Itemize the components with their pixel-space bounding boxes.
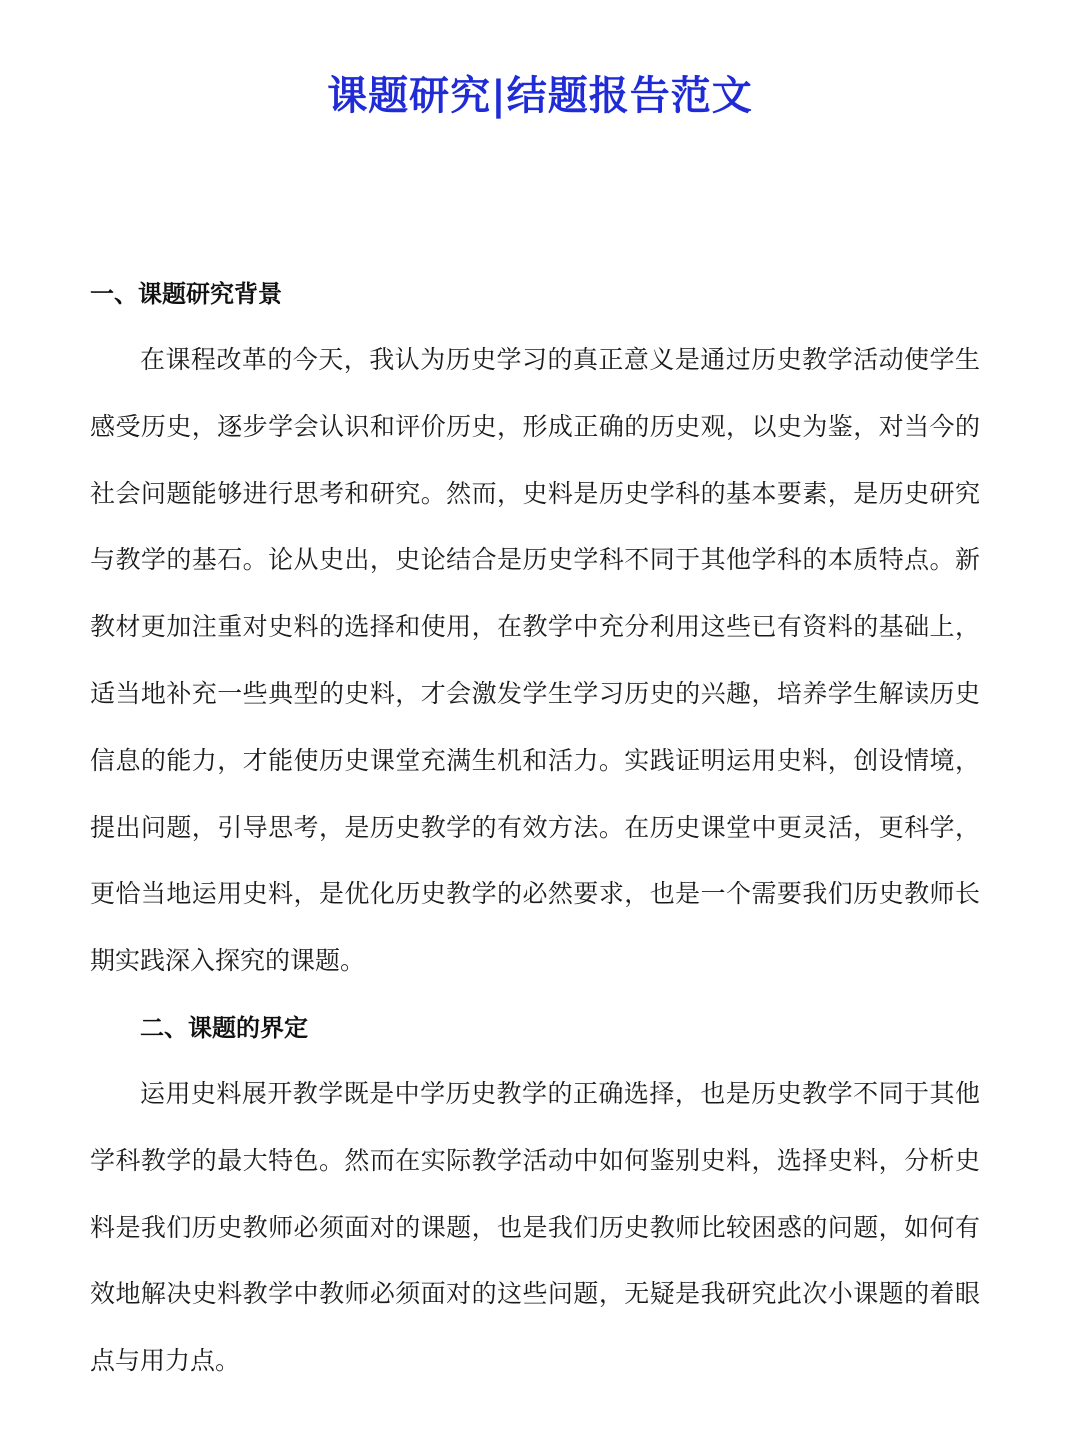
- section-paragraph-definition: 运用史料展开教学既是中学历史教学的正确选择，也是历史教学不同于其他学科教学的最大特色。然而在实际教学活动中如何鉴别史料，选择史料，分析史料是我们历史教师必须面对的课题，也是我们历史教师比较困惑的问题，如何有效地解决史料教学中教师必须面对的这些问题，无疑是我研究此次小课题的着眼点与用力点。: [90, 1079, 980, 1376]
- section-heading-definition: 二、课题的界定: [140, 1014, 308, 1042]
- page-title: 课题研究|结题报告范文: [327, 73, 753, 119]
- section-heading-background: 一、课题研究背景: [90, 280, 282, 308]
- section-paragraph-background: 在课程改革的今天，我认为历史学习的真正意义是通过历史教学活动使学生感受历史，逐步学会认识和评价历史，形成正确的历史观，以史为鉴，对当今的社会问题能够进行思考和研究。然而，史料是历史学科的基本要素，是历史研究与教学的基石。论从史出，史论结合是历史学科不同于其他学科的本质特点。新教材更加注重对史料的选择和使用，在教学中充分利用这些已有资料的基础上，适当地补充一些典型的史料，才会激发学生学习历史的兴趣，培养学生解读历史信息的能力，才能使历史课堂充满生机和活力。实践证明运用史料，创设情境，提出问题，引导思考，是历史教学的有效方法。在历史课堂中更灵活，更科学，更恰当地运用史料，是优化历史教学的必然要求，也是一个需要我们历史教师长期实践深入探究的课题。: [90, 345, 980, 976]
